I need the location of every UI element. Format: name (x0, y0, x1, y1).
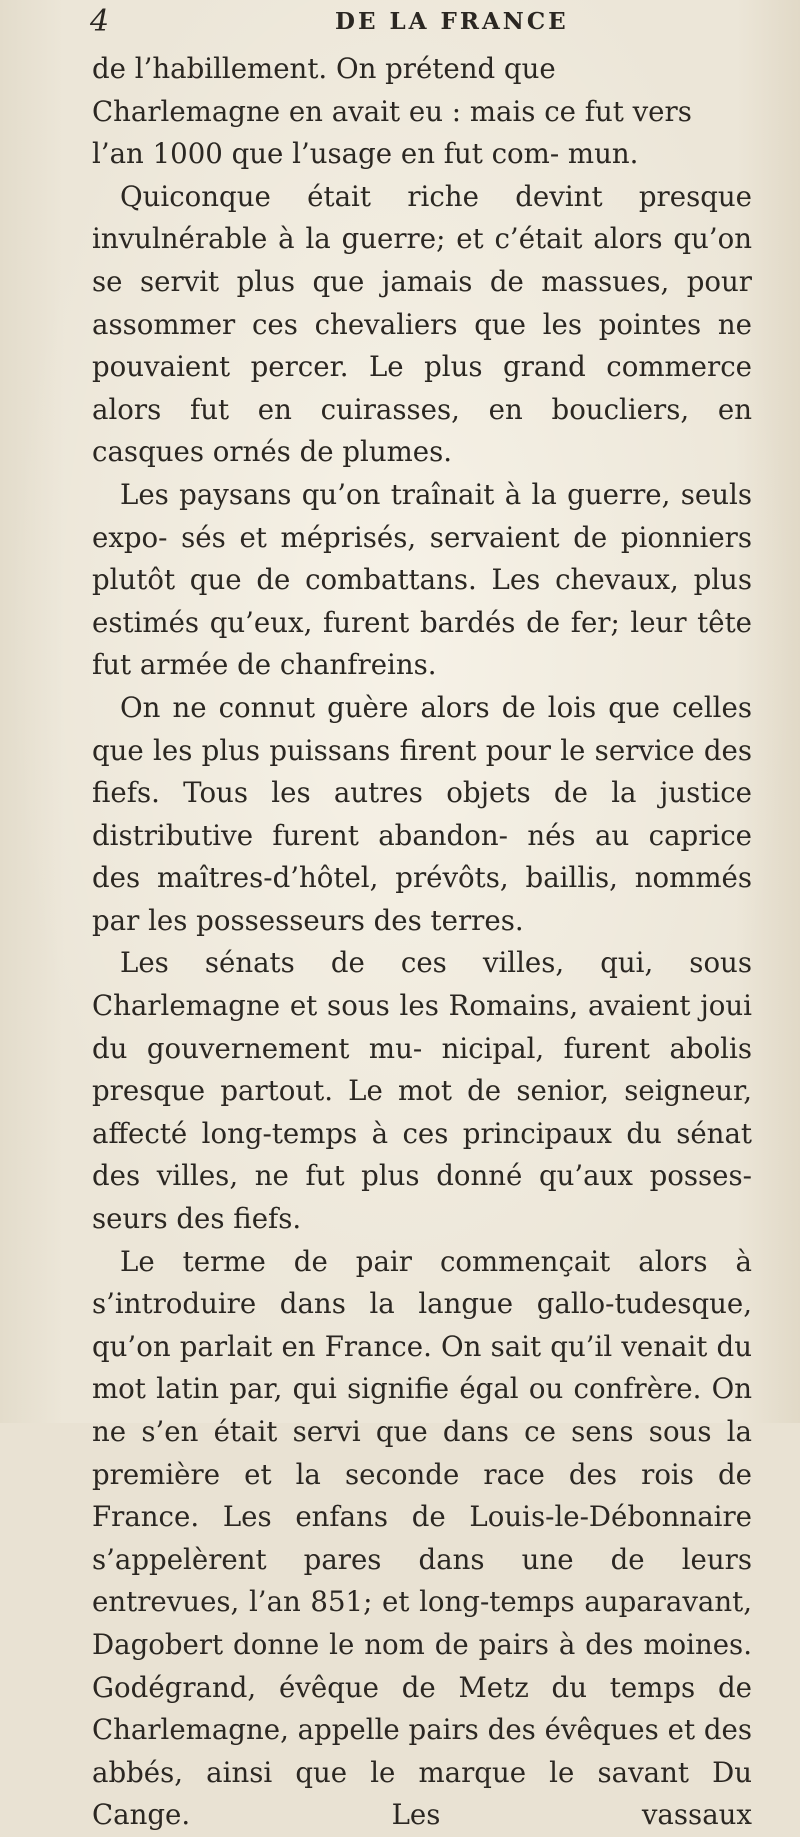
paragraph-5: Les sénats de ces villes, qui, sous Charlemagne et sous les Romains, avaient joui du gouvernement mu- nicipal, furent abolis presque partout. Le mot de senior, seigneur, affecté long-temps à ces principaux du sénat des villes, ne fut plus donné qu’aux posses- seurs des fiefs. (92, 946, 752, 1236)
page-number: 4 (90, 4, 110, 39)
page-header (90, 4, 730, 38)
paragraph-3: Les paysans qu’on traînait à la guerre, seuls expo- sés et méprisés, servaient de pionniers plutôt que de combattans. Les chevaux, plus estimés qu’eux, furent bardés de fer; leur tête fut armée de chanfreins. (92, 477, 752, 682)
running-title: DE LA FRANCE (335, 8, 569, 35)
body-text (92, 48, 752, 1837)
paragraph-4: On ne connut guère alors de lois que celles que les plus puissans firent pour le service des fiefs. Tous les autres objets de la justice distributive furent abandon- nés au caprice des maîtres-d’hôtel, prévôts, baillis, nommés par les possesseurs des terres. (92, 690, 752, 937)
paragraph-1: de l’habillement. On prétend que Charlemagne en avait eu : mais ce fut vers l’an 1000 que l’usage en fut com- mun. (92, 52, 692, 171)
paragraph-2: Quiconque était riche devint presque invulnérable à la guerre; et c’était alors qu’on se servit plus que jamais de massues, pour assommer ces chevaliers que les pointes ne pouvaient percer. Le plus grand commerce alors fut en cuirasses, en boucliers, en casques ornés de plumes. (92, 179, 752, 469)
paragraph-6: Le terme de pair commençait alors à s’introduire dans la langue gallo-tudesque, qu’on parlait en France. On sait qu’il venait du mot latin par, qui signifie égal ou confrère. On ne s’en était servi que dans ce sens sous la première et la seconde race des rois de France. Les enfans de Louis-le-Débonnaire s’appelèrent pares dans une de leurs entrevues, l’an 851; et long-temps auparavant, Dagobert donne le nom de pairs à des moines. Godégrand, évêque de Metz du temps de Charlemagne, appelle pairs des évêques et des abbés, ainsi que le marque le savant Du Cange. Les vassaux (92, 1244, 752, 1832)
